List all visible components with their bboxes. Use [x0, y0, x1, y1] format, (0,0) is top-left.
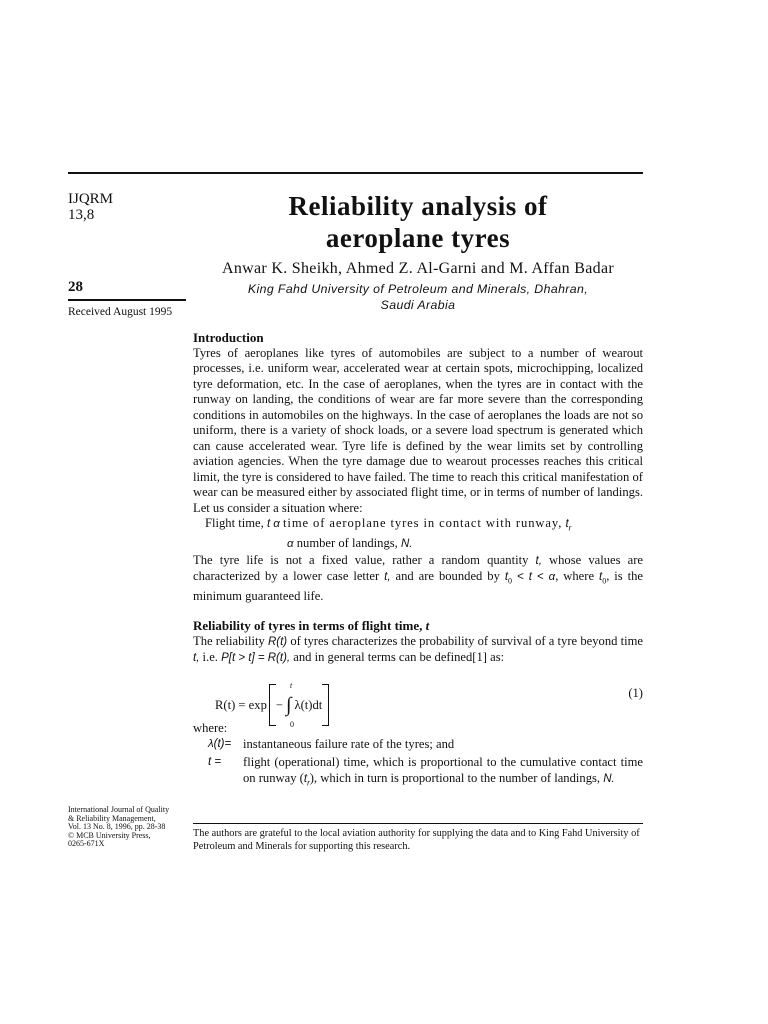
upper-limit: t: [289, 680, 293, 690]
journal-abbrev: IJQRM: [68, 191, 114, 207]
lambda-definition: instantaneous failure rate of the tyres; and: [243, 737, 455, 751]
t-term: t =: [208, 756, 222, 768]
equation-integrand: λ(t)dt: [294, 697, 323, 712]
equation-expression: [215, 680, 329, 729]
reliability-heading: Reliability of tyres in terms of flight time, t: [193, 618, 430, 633]
title-line-1: Reliability analysis of: [288, 191, 548, 221]
equation-number: (1): [628, 686, 643, 700]
title-line-2: aeroplane tyres: [325, 223, 511, 253]
definition-lambda: [193, 737, 643, 753]
reliability-section: [193, 618, 643, 667]
received-date: Received August 1995: [68, 306, 173, 318]
author-list: Anwar K. Sheikh, Ahmed Z. Al-Garni and M. Affan Badar: [222, 260, 614, 277]
acknowledgement-footnote: The authors are grateful to the local aviation authority for supplying the data and to King Fahd University of Petroleum and Minerals for supporting this research.: [193, 828, 640, 852]
affiliation: [193, 282, 643, 313]
affiliation-line-2: Saudi Arabia: [380, 297, 456, 312]
reliability-paragraph: The reliability R(t) of tyres characterizes the probability of survival of a tyre beyond time t, i.e. P[t > t] = R(t), and in general terms can be defined[1] as:: [193, 633, 643, 664]
right-bracket: [322, 684, 329, 726]
journal-citation: International Journal of Quality & Reliability Management, Vol. 13 No. 8, 1996, pp. 28-38 © MCB University Press, 0265-671X: [68, 805, 170, 849]
introduction-paragraph: Tyres of aeroplanes like tyres of automobiles are subject to a number of wearout processes, i.e. uniform wear, accelerated wear at certain spots, microchipping, localized tyre deformation, etc. In the case of aeroplanes, when the tyres are in contact with the runway on landing, the conditions of wear are far more severe than the corresponding conditions in automobiles on the highways. In the case of aeroplanes the loads are not so uniform, there is a variety of shock loads, or a severe load spectrum is generated which can cause accelerated wear. Tyre life is defined by the wear limits set by controlling aviation agencies. When the tyre damage due to wearout processes reaches this critical limit, the tyre is considered to have failed. The time to reach this critical manifestation of wear can be measured either by associated flight time, or in terms of number of landings. Let us consider a situation where:: [193, 345, 643, 515]
t-definition: flight (operational) time, which is proportional to the cumulative contact time on runway $(t_r)$, which in turn is proportional to the number of landings, N.: [243, 755, 643, 788]
relation-line-2: α number of landings, N.: [287, 536, 413, 551]
introduction-heading: Introduction: [193, 330, 264, 345]
where-label: where:: [193, 721, 228, 735]
top-rule: [68, 172, 643, 174]
left-bracket: [269, 684, 276, 726]
paper-title: [193, 190, 643, 254]
journal-volume: 13,8: [68, 207, 95, 223]
integral-sign: ∫ t 0: [285, 680, 294, 729]
page-number-rule: [68, 299, 186, 301]
equation-lhs: R(t) = exp: [215, 697, 267, 712]
journal-label: [68, 191, 113, 223]
definition-t: [193, 755, 643, 803]
affiliation-line-1: King Fahd University of Petroleum and Minerals, Dhahran,: [247, 282, 589, 296]
relation-line-1: Flight time, t α time of aeroplane tyres in contact with runway, $t_r$: [205, 516, 572, 533]
footnote-rule: [193, 823, 643, 824]
lambda-term: λ(t)=: [208, 738, 232, 750]
introduction-section: [193, 330, 643, 605]
page-number: 28: [68, 279, 83, 295]
equation-1: [215, 676, 643, 729]
lower-limit: 0: [289, 719, 294, 729]
tyre-life-paragraph: The tyre life is not a fixed value, rather a random quantity t, whose values are characterized by a lower case letter t, and are bounded by $t_0 < t < \alpha$, where $t_0$, is the minimum guaranteed life.: [193, 552, 644, 604]
equation-minus: −: [275, 697, 283, 712]
